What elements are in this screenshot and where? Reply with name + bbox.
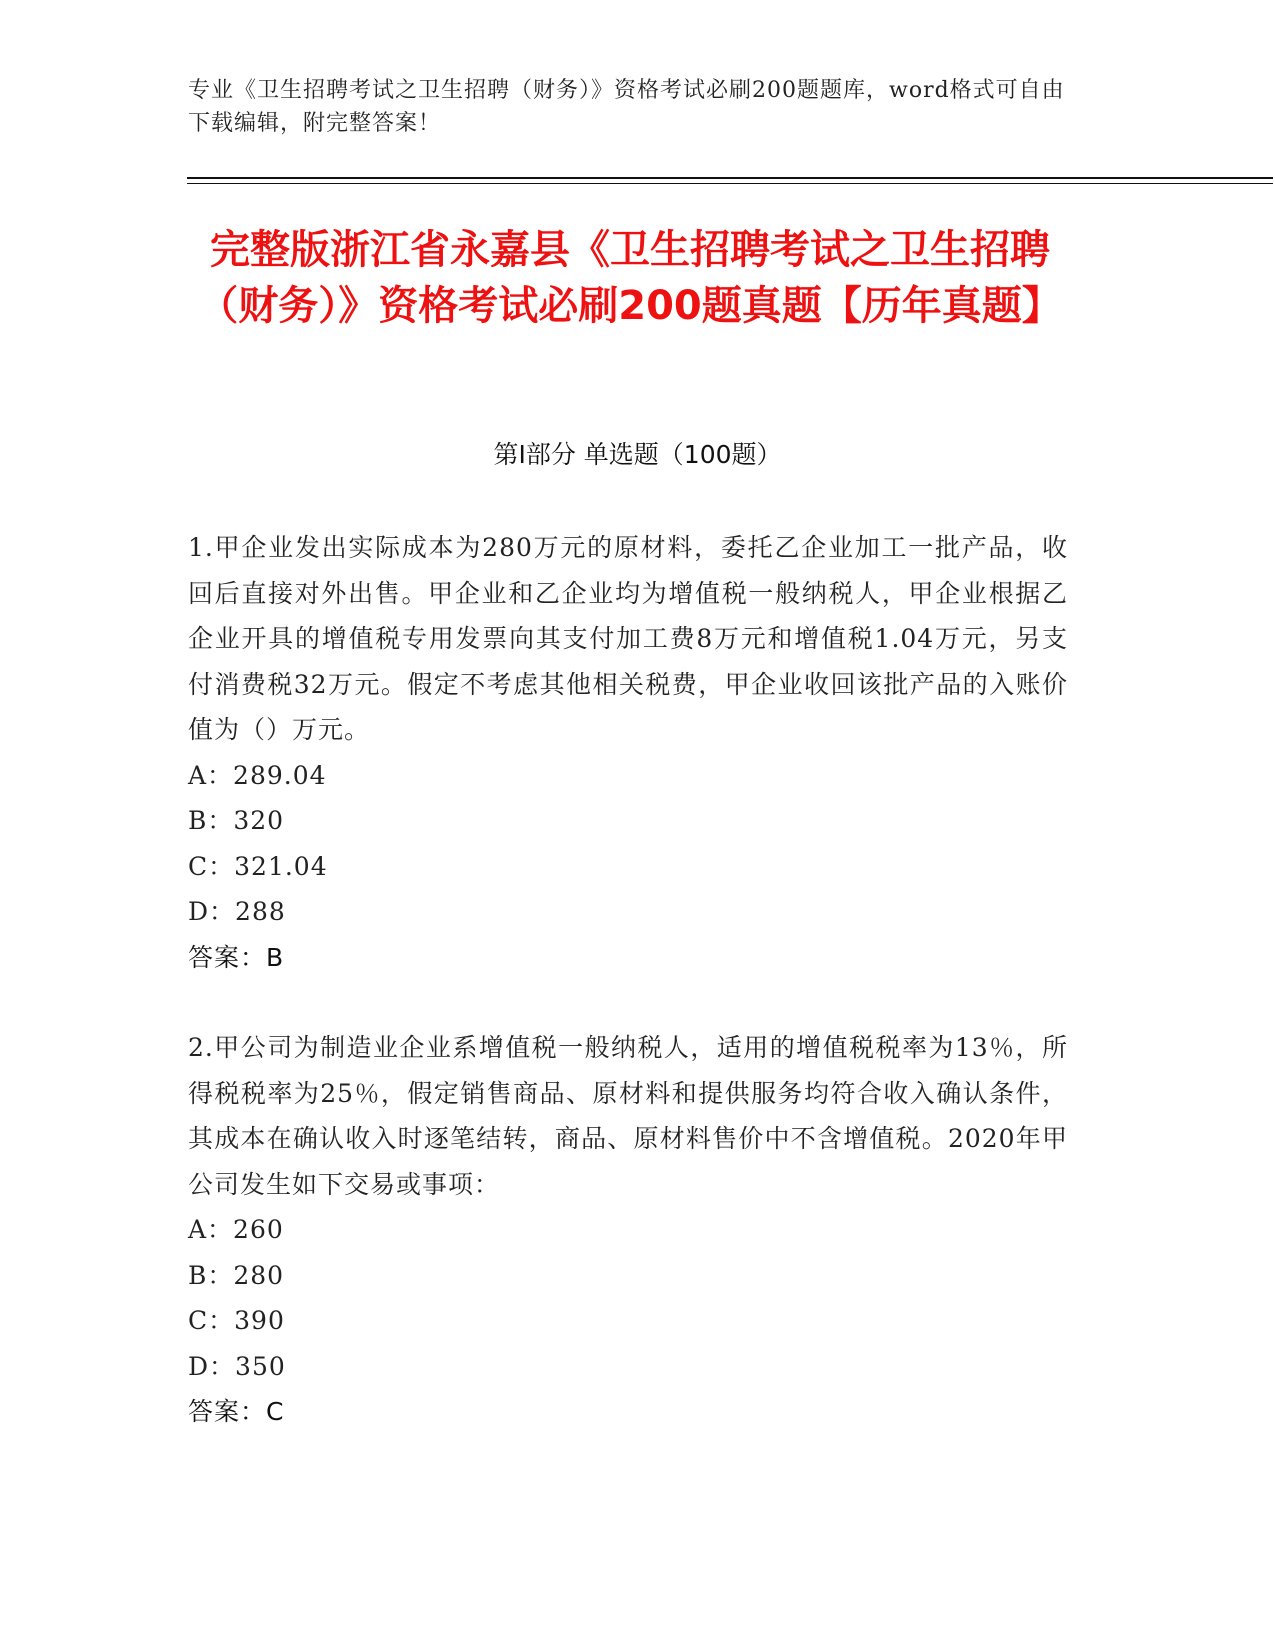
header-note: 专业《卫生招聘考试之卫生招聘（财务）》资格考试必刷200题题库，word格式可自由下载编辑，附完整答案！	[188, 78, 1065, 136]
option-c: C：321.04	[188, 851, 328, 881]
question-2	[188, 1025, 1068, 1435]
section-heading: 第I部分 单选题（100题）	[493, 440, 782, 469]
option-a: A：260	[188, 1215, 284, 1244]
option-d: D：288	[188, 897, 286, 926]
option-a: A：289.04	[188, 760, 327, 790]
question-stem: 2.甲公司为制造业企业系增值税一般纳税人，适用的增值税税率为13％，所得税税率为25％，假定销售商品、原材料和提供服务均符合收入确认条件，其成本在确认收入时逐笔结转，商品、原材料售价中不含增值税。2020年甲公司发生如下交易或事项：	[188, 1033, 1068, 1199]
answer: 答案：B	[188, 942, 285, 972]
question-stem: 1.甲企业发出实际成本为280万元的原材料，委托乙企业加工一批产品，收回后直接对外出售。甲企业和乙企业均为增值税一般纳税人，甲企业根据乙企业开具的增值税专用发票向其支付加工费8万元和增值税1.04万元，另支付消费税32万元。假定不考虑其他相关税费，甲企业收回该批产品的入账价值为（）万元。	[188, 533, 1068, 744]
option-d: D：350	[188, 1351, 286, 1381]
header-divider-thin	[187, 183, 1273, 184]
answer: 答案：C	[188, 1397, 285, 1426]
question-1	[188, 525, 1068, 980]
document-title: 完整版浙江省永嘉县《卫生招聘考试之卫生招聘（财务）》资格考试必刷200题真题【历年真题】	[198, 227, 1062, 329]
option-b: B：280	[188, 1260, 285, 1290]
header-divider-thick	[187, 177, 1273, 179]
option-b: B：320	[188, 806, 285, 835]
option-c: C：390	[188, 1306, 285, 1335]
